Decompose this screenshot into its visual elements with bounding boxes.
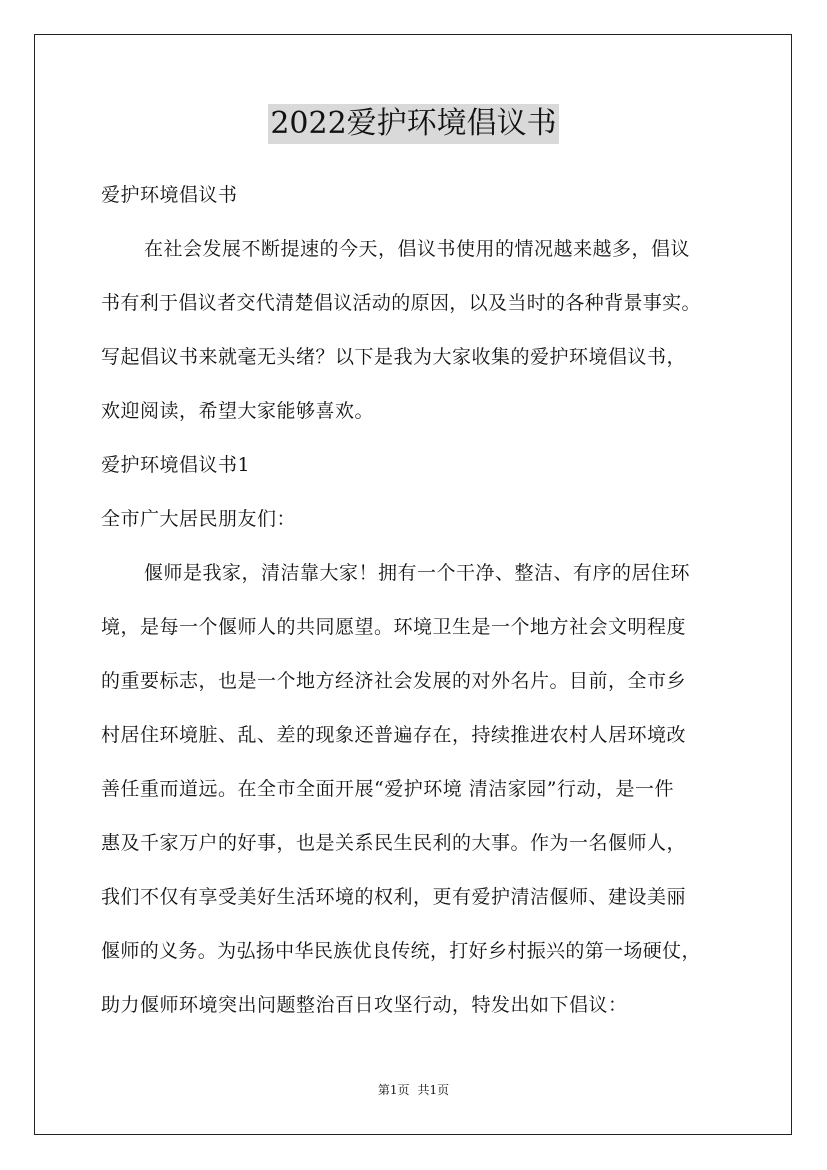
paragraph-line: 偃师是我家，清洁靠大家！拥有一个干净、整洁、有序的居住环 [144,562,691,584]
paragraph-line: 的重要标志，也是一个地方经济社会发展的对外名片。目前，全市乡 [101,670,687,692]
page-footer [0,1082,827,1098]
paragraph-line: 欢迎阅读，希望大家能够喜欢。 [101,400,375,422]
paragraph-line: 惠及千家万户的好事，也是关系民生民利的大事。作为一名偃师人， [101,832,687,854]
paragraph-line: 写起倡议书来就毫无头绪？以下是我为大家收集的爱护环境倡议书， [101,346,687,368]
subtitle-line: 爱护环境倡议书 [101,184,238,206]
paragraph-line: 村居住环境脏、乱、差的现象还普遍存在，持续推进农村人居环境改 [101,724,687,746]
page-total: 共1页 [417,1083,450,1097]
paragraph-line: 我们不仅有享受美好生活环境的权利，更有爱护清洁偃师、建设美丽 [101,886,687,908]
section-heading: 爱护环境倡议书1 [101,454,251,476]
page-number: 第1页 [377,1083,410,1097]
salutation-line: 全市广大居民朋友们： [101,508,297,530]
paragraph-line: 书有利于倡议者交代清楚倡议活动的原因，以及当时的各种背景事实。 [101,292,701,314]
document-body [101,168,751,1032]
title-container [0,104,827,144]
paragraph-line: 偃师的义务。为弘扬中华民族优良传统，打好乡村振兴的第一场硬仗， [101,940,701,962]
document-title: 2022爱护环境倡议书 [268,104,558,144]
paragraph-line: 境，是每一个偃师人的共同愿望。环境卫生是一个地方社会文明程度 [101,616,687,638]
paragraph-line: 在社会发展不断提速的今天，倡议书使用的情况越来越多，倡议 [144,238,691,260]
paragraph-line: 善任重而道远。在全市全面开展“爱护环境 清洁家园”行动，是一件 [101,778,674,800]
paragraph-line: 助力偃师环境突出问题整治百日攻坚行动，特发出如下倡议： [101,994,628,1016]
